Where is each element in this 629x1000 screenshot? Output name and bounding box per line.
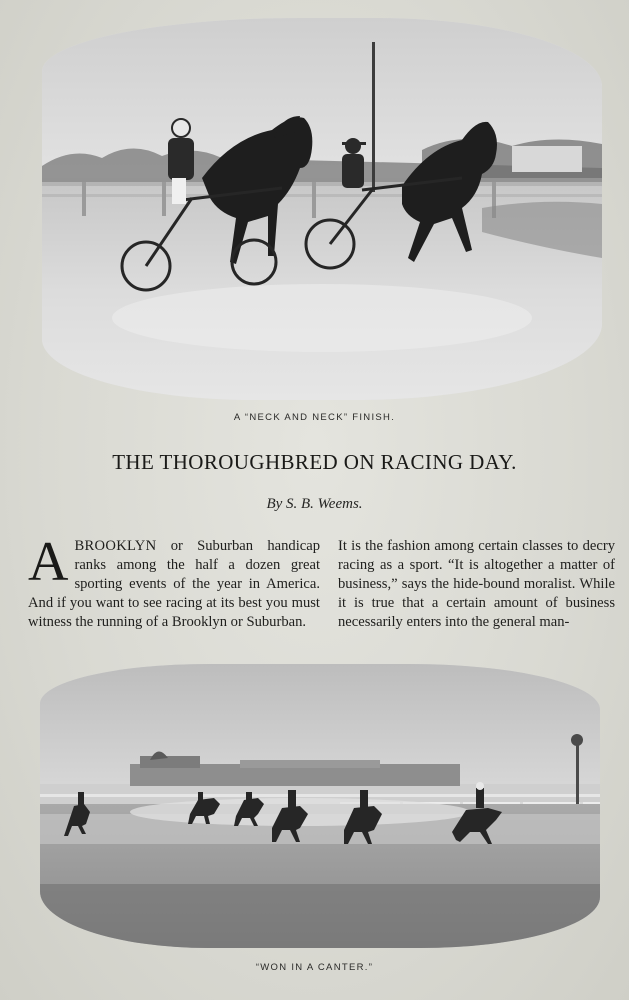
left-column-text: or Suburban handicap ranks among the half a dozen great sporting events of the year in America. And if you want to see racing at its best you must witness the running of a Brooklyn or Suburban. [28,538,320,630]
body-column-right: It is the fashion among certain classes to decry racing as a sport. “It is altogether a matter of business,” says the hide-bound moralist. While it is true that a certain amount of business necessarily enters into the general man- [338,538,615,630]
lead-word: BROOKLYN [74,538,157,554]
photo-neck-and-neck-finish [42,18,602,400]
article-title: THE THOROUGHBRED ON RACING DAY. [112,450,517,474]
flat-race-illustration [40,664,600,948]
trotting-race-illustration [42,18,602,400]
drop-cap: A [28,531,69,593]
photo-won-in-a-canter [40,664,600,948]
body-column-left [28,531,320,632]
author-byline: By S. B. Weems. [266,496,363,512]
caption-neck-and-neck: A “NECK AND NECK” FINISH. [233,412,396,423]
caption-won-in-a-canter: “WON IN A CANTER.” [255,962,374,973]
